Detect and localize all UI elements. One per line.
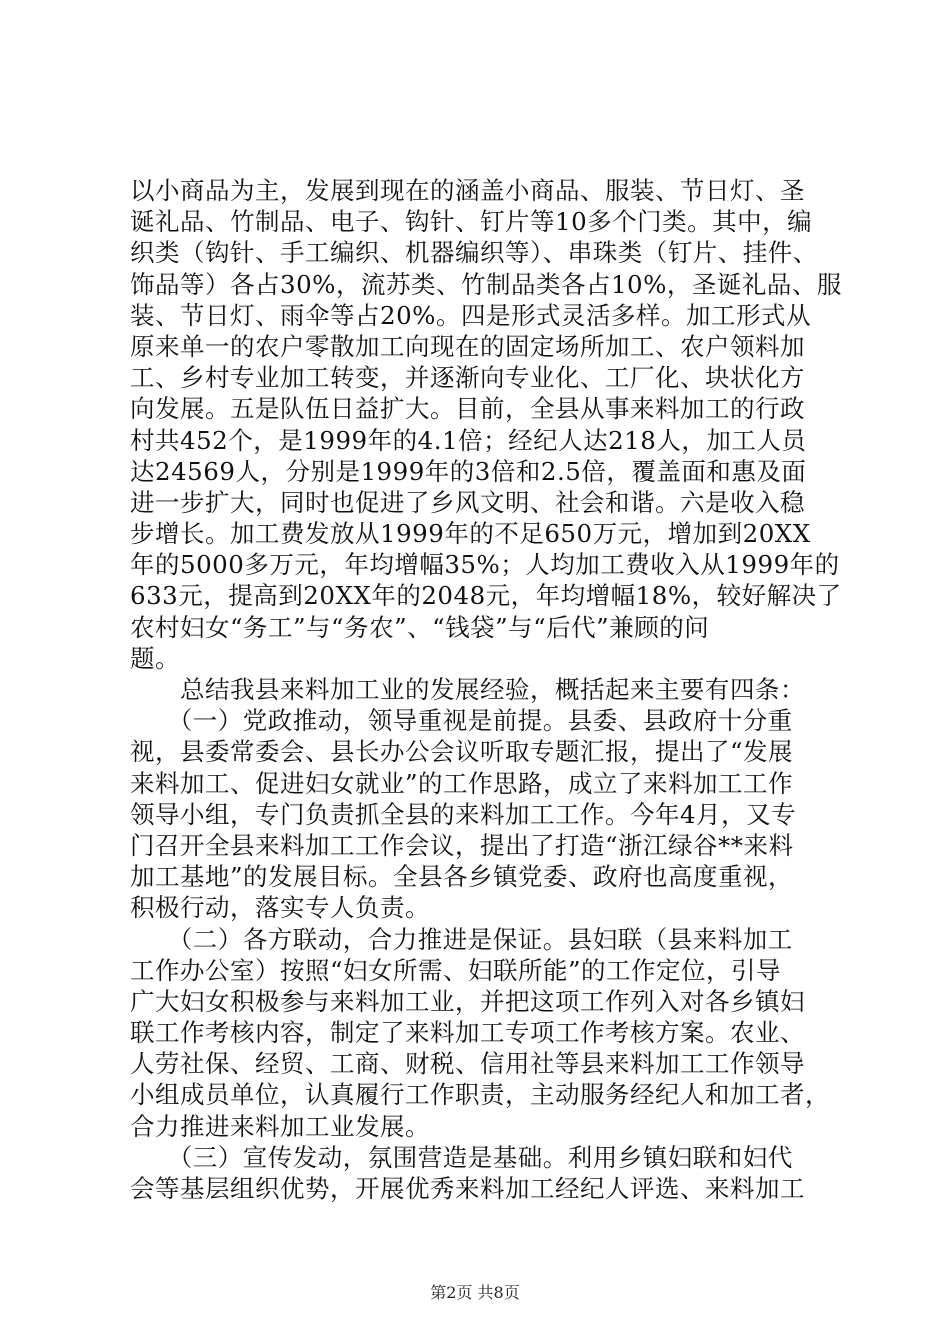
text-line: 广大妇女积极参与来料加工业，并把这项工作列入对各乡镇妇 bbox=[130, 986, 805, 1016]
text-line: （三）宣传发动，氛围营造是基础。利用乡镇妇联和妇代 bbox=[130, 1142, 793, 1172]
document-body bbox=[130, 175, 842, 1204]
text-line: （一）党政推动，领导重视是前提。县委、县政府十分重 bbox=[130, 706, 793, 736]
text-line: 工作办公室）按照“妇女所需、妇联所能”的工作定位，引导 bbox=[130, 955, 782, 985]
text-line: 会等基层组织优势，开展优秀来料加工经纪人评选、来料加工 bbox=[130, 1174, 805, 1203]
text-line: 领导小组，专门负责抓全县的来料加工工作。今年4月，又专 bbox=[130, 799, 797, 829]
text-line: 总结我县来料加工业的发展经验，概括起来主要有四条： bbox=[130, 675, 805, 704]
text-line: 进一步扩大，同时也促进了乡风文明、社会和谐。六是收入稳 bbox=[130, 487, 805, 517]
text-line: 原来单一的农户零散加工向现在的固定场所加工、农户领料加 bbox=[130, 331, 805, 361]
text-line: 小组成员单位，认真履行工作职责，主动服务经纪人和加工者， bbox=[130, 1080, 830, 1110]
text-line: 达24569人，分别是1999年的3倍和2.5倍，覆盖面和惠及面 bbox=[130, 456, 807, 486]
page-number-label: 第2页 共8页 bbox=[430, 1283, 520, 1302]
text-line: 村共452个，是1999年的4.1倍；经纪人达218人，加工人员 bbox=[130, 425, 807, 455]
text-line: （二）各方联动，合力推进是保证。县妇联（县来料加工 bbox=[130, 924, 793, 954]
text-line: 工、乡村专业加工转变，并逐渐向专业化、工厂化、块状化方 bbox=[130, 363, 805, 393]
text-line: 织类（钩针、手工编织、机器编织等）、串珠类（钉片、挂件、 bbox=[130, 238, 818, 268]
text-line: 饰品等）各占30%，流苏类、竹制品类各占10%，圣诞礼品、服 bbox=[130, 269, 842, 299]
text-line: 视，县委常委会、县长办公会议听取专题汇报，提出了“发展 bbox=[130, 737, 794, 767]
text-line: 诞礼品、竹制品、电子、钩针、钉片等10多个门类。其中，编 bbox=[130, 207, 813, 237]
text-line: 门召开全县来料加工工作会议，提出了打造“浙江绿谷**来料 bbox=[130, 830, 794, 860]
text-line: 联工作考核内容，制定了来料加工专项工作考核方案。农业、 bbox=[130, 1018, 805, 1048]
text-line: 题。 bbox=[130, 643, 180, 673]
text-line: 633元，提高到20XX年的2048元，年均增幅18%，较好解决了 bbox=[130, 581, 842, 611]
text-line: 步增长。加工费发放从1999年的不足650万元，增加到20XX bbox=[130, 519, 811, 549]
text-line: 加工基地”的发展目标。全县各乡镇党委、政府也高度重视， bbox=[130, 862, 794, 892]
text-line: 积极行动，落实专人负责。 bbox=[130, 893, 430, 923]
text-line: 装、节日灯、雨伞等占20%。四是形式灵活多样。加工形式从 bbox=[130, 300, 811, 330]
text-line: 人劳社保、经贸、工商、财税、信用社等县来料加工工作领导 bbox=[130, 1049, 805, 1079]
text-line: 农村妇女“务工”与“务农”、“钱袋”与“后代”兼顾的问 bbox=[130, 612, 710, 642]
text-line: 向发展。五是队伍日益扩大。目前，全县从事来料加工的行政 bbox=[130, 394, 805, 424]
text-line: 来料加工、促进妇女就业”的工作思路，成立了来料加工工作 bbox=[130, 768, 794, 798]
page-footer bbox=[0, 1280, 950, 1303]
text-line: 合力推进来料加工业发展。 bbox=[130, 1111, 430, 1141]
text-line: 以小商品为主，发展到现在的涵盖小商品、服装、节日灯、圣 bbox=[130, 176, 805, 205]
text-line: 年的5000多万元，年均增幅35%；人均加工费收入从1999年的 bbox=[130, 550, 840, 580]
